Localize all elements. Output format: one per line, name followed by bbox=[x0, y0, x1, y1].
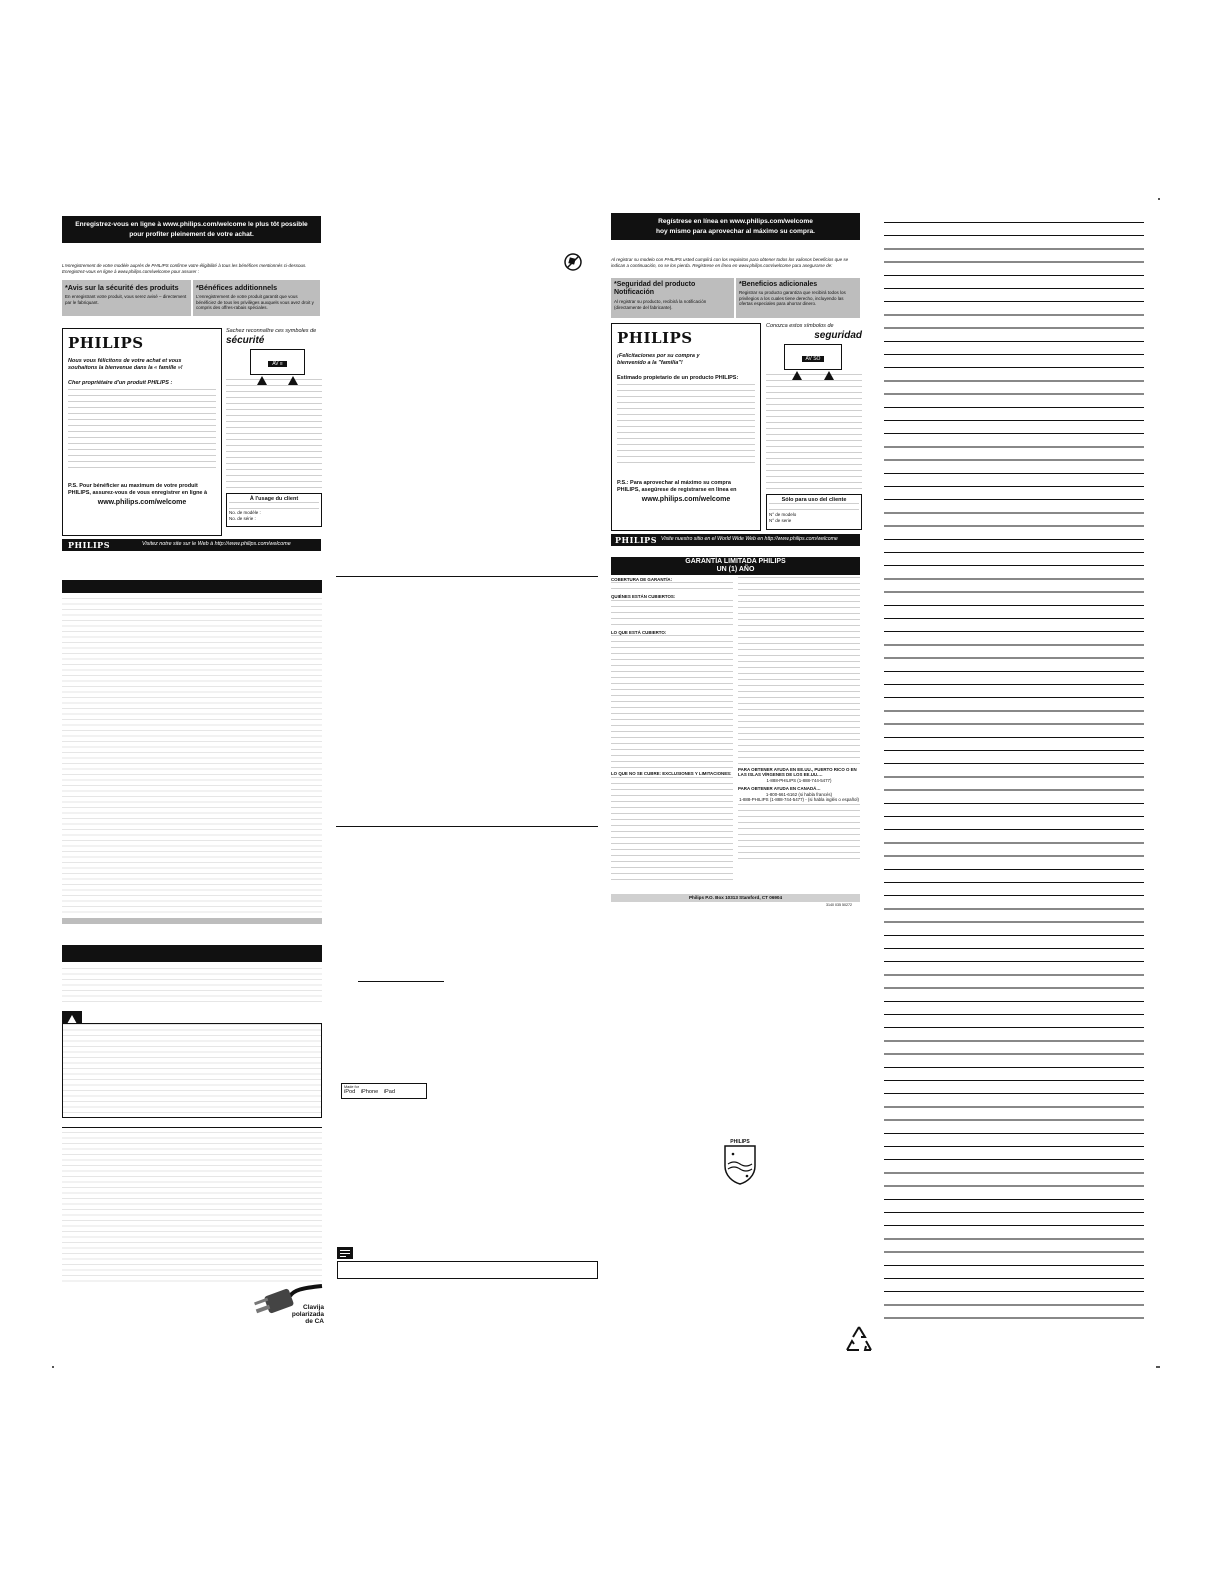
warranty-col-left bbox=[611, 577, 733, 887]
es-client-model: N° de modelo bbox=[769, 512, 797, 517]
es-safety-text bbox=[766, 374, 862, 492]
shield-star-2 bbox=[746, 1175, 749, 1178]
fr-safety-column bbox=[226, 328, 322, 536]
es-intro: Al registrar su modelo con PHILIPS usted cumplirá con los requisitos para obtener todos los valiosos beneficios que se indican a continuación, no se los pierda. Registrese en línea en www.philips.com/welcome para asegurarse de: bbox=[611, 257, 849, 268]
fr-footer-url: Visitez notre site sur le Web à http://www.philips.com/welcome bbox=[142, 541, 291, 547]
fr-register-line-2: pour profiter pleinement de votre achat. bbox=[129, 231, 254, 238]
es-benefit-box-2 bbox=[736, 278, 860, 318]
fr-safety-heading-small: Sachez reconnaître ces symboles de bbox=[226, 328, 317, 334]
left-section-header-1 bbox=[62, 580, 322, 593]
warranty-what-text bbox=[611, 635, 733, 771]
note-tab bbox=[337, 1247, 353, 1259]
es-benefit-text-2: Registrar su producto garantiza que recibirá todos los privilegios a los cuales tiene derecho, incluyendo las ofertas especiales para ahorrar dinero. bbox=[739, 290, 846, 307]
made-for-ipod: iPod bbox=[344, 1089, 356, 1095]
fr-footer-logo: PHILIPS bbox=[68, 540, 110, 550]
middle-rule-2 bbox=[336, 826, 598, 827]
warranty-title-1: GARANTÍA LIMITADA PHILIPS bbox=[685, 558, 786, 565]
crop-mark bbox=[1158, 198, 1160, 200]
shield-brand: PHILIPS bbox=[730, 1139, 750, 1145]
fr-client-text bbox=[229, 502, 319, 510]
fr-benefit-box-2 bbox=[193, 280, 320, 316]
warranty-col-right bbox=[738, 577, 860, 887]
left-section-header-2 bbox=[62, 945, 322, 962]
note-box bbox=[337, 1261, 598, 1279]
fr-benefit-text-2: L'enregistrement de votre produit garantit que vous bénéficiez de tous les privilèges auxquels vous avez droit y compris des offres-rabais spéciales. bbox=[196, 294, 314, 311]
plug-caption bbox=[288, 1304, 324, 1325]
warranty-title-bar bbox=[611, 557, 860, 575]
es-footer-bar bbox=[611, 534, 860, 546]
made-for-ipad: iPad bbox=[383, 1089, 395, 1095]
es-footer-logo: PHILIPS bbox=[615, 535, 657, 545]
fr-footer-bar bbox=[62, 539, 321, 551]
fr-benefit-title-1: *Avis sur la sécurité des produits bbox=[65, 283, 179, 292]
warranty-phone-ca2: 1-888-PHILIPS (1-888-744-5477) - (si habla inglés o español) bbox=[739, 797, 859, 803]
warranty-exclusions-heading: LO QUE NO SE CUBRE: EXCLUSIONES Y LIMITACIONES: bbox=[611, 771, 732, 777]
plug-caption-1: Clavija bbox=[303, 1304, 324, 1311]
es-register-line-1: Regístrese en línea en www.philips.com/welcome bbox=[658, 218, 813, 225]
left-warning-box bbox=[62, 1023, 322, 1118]
plug-caption-2: polarizada bbox=[291, 1311, 324, 1318]
warning-triangle-icon bbox=[792, 371, 802, 380]
warranty-exclusions-text bbox=[611, 777, 733, 883]
shield-star-1 bbox=[732, 1153, 735, 1156]
es-welcome-card bbox=[611, 323, 761, 531]
es-body-text bbox=[617, 384, 755, 464]
fr-register-banner bbox=[62, 216, 321, 243]
es-safety-heading-small: Conozca estos símbolos de bbox=[766, 323, 834, 329]
plug-cord bbox=[290, 1286, 322, 1296]
note-icon bbox=[340, 1250, 350, 1251]
warning-triangle-icon bbox=[257, 376, 267, 385]
plug-prong-2 bbox=[256, 1305, 271, 1314]
fr-client-title: À l'usage du client bbox=[249, 496, 299, 502]
blank-notes-page bbox=[884, 222, 1144, 1322]
es-client-serial: N° de serie bbox=[769, 517, 792, 523]
es-client-text bbox=[769, 503, 859, 512]
fr-body-text bbox=[68, 389, 216, 471]
made-for-label: Made for bbox=[344, 1085, 359, 1089]
shield-waves bbox=[728, 1162, 752, 1171]
es-safety-column bbox=[766, 323, 862, 531]
fr-safety-text bbox=[226, 379, 322, 491]
fr-client-serial: No. de série : bbox=[229, 515, 256, 521]
fr-av-label: AV ≡ bbox=[268, 361, 287, 367]
fr-intro-line-2: Enregistrez-vous en ligne à www.philips.com/welcome pour assurer : bbox=[62, 268, 200, 274]
es-client-title: Sólo para uso del cliente bbox=[781, 497, 847, 503]
warranty-address: Philips P.O. Box 10313 Stamford, CT 06904 bbox=[688, 895, 783, 900]
fr-ps-url: www.philips.com/welcome bbox=[97, 499, 187, 506]
left-warning-tab bbox=[62, 1011, 82, 1023]
warning-triangle-icon bbox=[288, 376, 298, 385]
es-benefit-title-1: *Seguridad del producto Notificación bbox=[614, 281, 696, 296]
es-benefit-text-1: Al registrar su producto, recibirá la notificación (directamente del fabricante). bbox=[614, 299, 707, 310]
fr-safety-heading-big: sécurité bbox=[226, 335, 265, 346]
left-divider-grey bbox=[62, 918, 322, 924]
philips-shield-logo bbox=[722, 1138, 758, 1186]
middle-short-rule bbox=[358, 981, 444, 982]
fr-intro bbox=[62, 263, 324, 274]
left-text-block-2 bbox=[62, 968, 322, 1006]
warranty-legal-text bbox=[738, 804, 860, 864]
warranty-who-heading: QUIÉNES ESTÁN CUBIERTOS: bbox=[611, 594, 676, 600]
warning-triangle-icon bbox=[824, 371, 834, 380]
warranty-phone-ca: 1-800-661-6162 (si habla francés) bbox=[765, 791, 833, 797]
crop-mark bbox=[52, 1366, 54, 1368]
tip-over-warning-icon bbox=[564, 253, 582, 271]
es-safety-heading-big: seguridad bbox=[814, 330, 862, 341]
es-welcome-text: ¡Felicitaciones por su compra y bienvenido a la "familia"! bbox=[617, 353, 700, 366]
es-register-banner bbox=[611, 213, 860, 240]
warranty-right-text bbox=[738, 577, 860, 767]
fr-benefit-text-1: En enregistrant votre produit, vous serez avisé – directement par le fabriquant. bbox=[65, 294, 187, 305]
recycle-icon bbox=[843, 1324, 875, 1354]
warranty-phone-us: 1-888-PHILIPS (1-888-744-5477) bbox=[766, 777, 832, 783]
fr-benefit-box-1 bbox=[62, 280, 191, 316]
fr-client-box bbox=[226, 493, 322, 527]
es-ps-text: P.S.: Para aprovechar al máximo su compra PHILIPS, asegúrese de registrarse en línea en bbox=[617, 480, 737, 493]
crop-mark bbox=[1156, 1366, 1160, 1368]
warranty-help-ca-heading: PARA OBTENER AYUDA EN CANADÁ… bbox=[738, 786, 821, 792]
fr-ps-text: P.S. Pour bénéficier au maximum de votre produit PHILIPS, assurez-vous de vous enregistrer en ligne à bbox=[68, 483, 208, 496]
es-av-label: AV SO bbox=[802, 356, 825, 362]
fr-client-model: No. de modèle : bbox=[229, 510, 261, 515]
fr-welcome-card bbox=[62, 328, 222, 536]
warranty-address-bar bbox=[611, 894, 860, 902]
fr-benefit-title-2: *Bénéfices additionnels bbox=[196, 283, 278, 292]
es-benefit-title-2: *Beneficios adicionales bbox=[739, 281, 818, 288]
warranty-code: 3140 035 50272 bbox=[826, 903, 852, 907]
fr-dear-owner: Cher propriétaire d'un produit PHILIPS : bbox=[68, 380, 173, 386]
warranty-who-text bbox=[611, 600, 733, 630]
made-for-badge bbox=[341, 1083, 427, 1099]
fr-welcome-text: Nous vous félicitons de votre achat et vous souhaitons la bienvenue dans la « famille »! bbox=[68, 358, 183, 371]
fr-intro-line-1: L'enregistrement de votre modèle auprès de PHILIPS confirme votre éligibilité à tous les bénéfices mentionnés ci-dessous. bbox=[62, 263, 307, 268]
es-philips-logo: PHILIPS bbox=[617, 329, 693, 347]
warranty-title-2: UN (1) AÑO bbox=[716, 566, 755, 573]
es-ps-url: www.philips.com/welcome bbox=[641, 496, 731, 503]
warranty-help-us-heading: PARA OBTENER AYUDA EN EE.UU., PUERTO RICO O EN LAS ISLAS VÍRGENES DE LOS EE.UU.… bbox=[738, 767, 857, 778]
middle-rule-1 bbox=[336, 576, 598, 577]
es-footer-url: Visite nuestro sitio en el World Wide Web en http://www.philips.com/welcome bbox=[661, 536, 838, 542]
warranty-coverage-heading: COBERTURA DE GARANTÍA: bbox=[611, 577, 673, 582]
es-register-line-2: hoy mismo para aprovechar al máximo su compra. bbox=[655, 228, 816, 235]
es-warning-label bbox=[784, 344, 842, 370]
warranty-coverage-text bbox=[611, 582, 733, 594]
fr-philips-logo: PHILIPS bbox=[68, 334, 144, 352]
left-text-block-3 bbox=[62, 1132, 322, 1282]
left-rule bbox=[62, 1127, 322, 1128]
warranty-what-heading: LO QUE ESTÁ CUBIERTO: bbox=[611, 629, 667, 635]
es-benefit-box-1 bbox=[611, 278, 734, 318]
made-for-iphone: iPhone bbox=[360, 1089, 379, 1095]
plug-caption-3: de CA bbox=[305, 1318, 324, 1325]
fr-register-line-1: Enregistrez-vous en ligne à www.philips.com/welcome le plus tôt possible bbox=[75, 221, 308, 228]
es-client-box bbox=[766, 494, 862, 530]
es-dear-owner: Estimado propietario de un producto PHILIPS: bbox=[617, 375, 739, 381]
left-text-block-1 bbox=[62, 598, 322, 914]
fr-warning-label bbox=[250, 349, 305, 375]
